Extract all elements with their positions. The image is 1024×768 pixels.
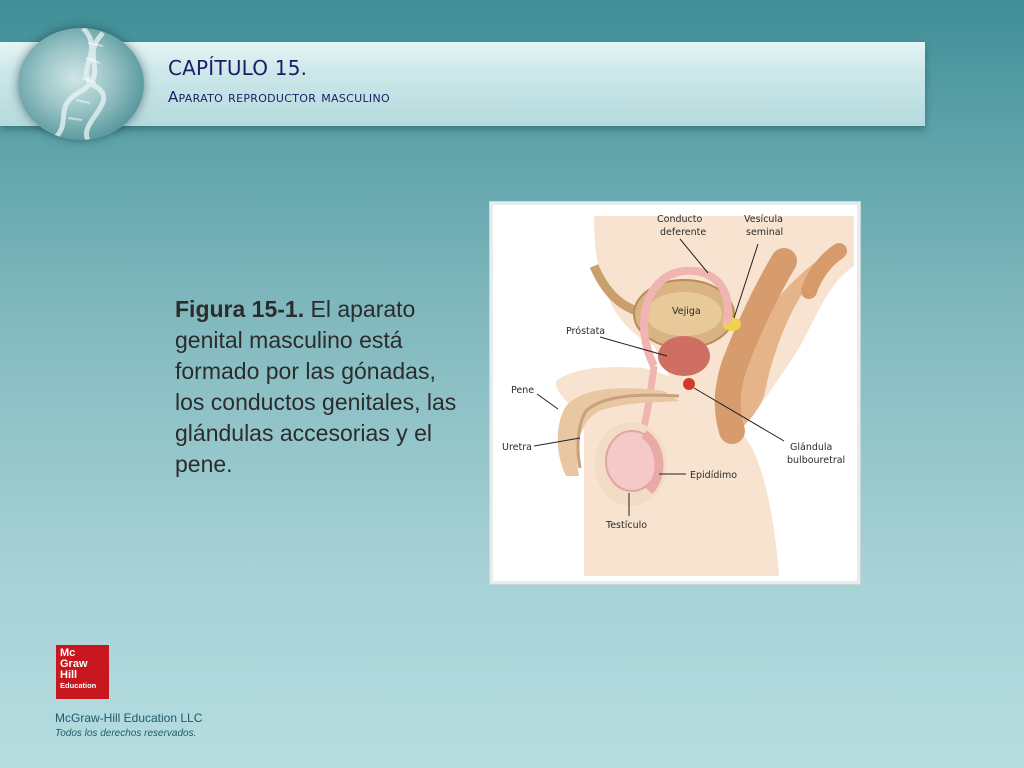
figure-caption bbox=[175, 294, 465, 480]
chapter-title: CAPÍTULO 15. bbox=[168, 56, 308, 80]
chapter-subtitle: Aparato reproductor masculino bbox=[168, 88, 390, 106]
logo-line-2: Graw bbox=[60, 658, 88, 670]
dna-orb-icon bbox=[18, 28, 144, 140]
label-glandula-1: Glándula bbox=[790, 442, 833, 453]
label-epididimo: Epidídimo bbox=[690, 470, 738, 481]
mcgraw-hill-logo bbox=[56, 645, 109, 699]
anatomy-illustration bbox=[494, 206, 856, 580]
label-prostata: Próstata bbox=[566, 326, 606, 337]
label-vesicula-2: seminal bbox=[746, 227, 784, 238]
label-testiculo: Testículo bbox=[606, 520, 648, 531]
label-uretra: Uretra bbox=[502, 442, 532, 453]
figure-label: Figura 15-1. bbox=[175, 296, 305, 322]
logo-line-4: Education bbox=[60, 681, 97, 690]
label-glandula-2: bulbouretral bbox=[787, 455, 846, 466]
label-conducto-2: deferente bbox=[660, 227, 707, 238]
logo-line-3: Hill bbox=[60, 669, 78, 681]
label-vejiga: Vejiga bbox=[672, 306, 701, 317]
anatomy-figure bbox=[489, 201, 861, 585]
footer-company: McGraw-Hill Education LLC bbox=[55, 711, 203, 725]
label-vesicula-1: Vesícula bbox=[744, 214, 783, 225]
label-pene: Pene bbox=[511, 385, 535, 396]
caption-text: El aparato genital masculino está formado por las gónadas, los conductos genitales, las glándulas accesorias y el pene. bbox=[175, 296, 457, 477]
label-conducto-1: Conducto bbox=[657, 214, 703, 225]
footer-rights: Todos los derechos reservados. bbox=[55, 728, 197, 739]
logo-line-1: Mc bbox=[60, 647, 76, 659]
